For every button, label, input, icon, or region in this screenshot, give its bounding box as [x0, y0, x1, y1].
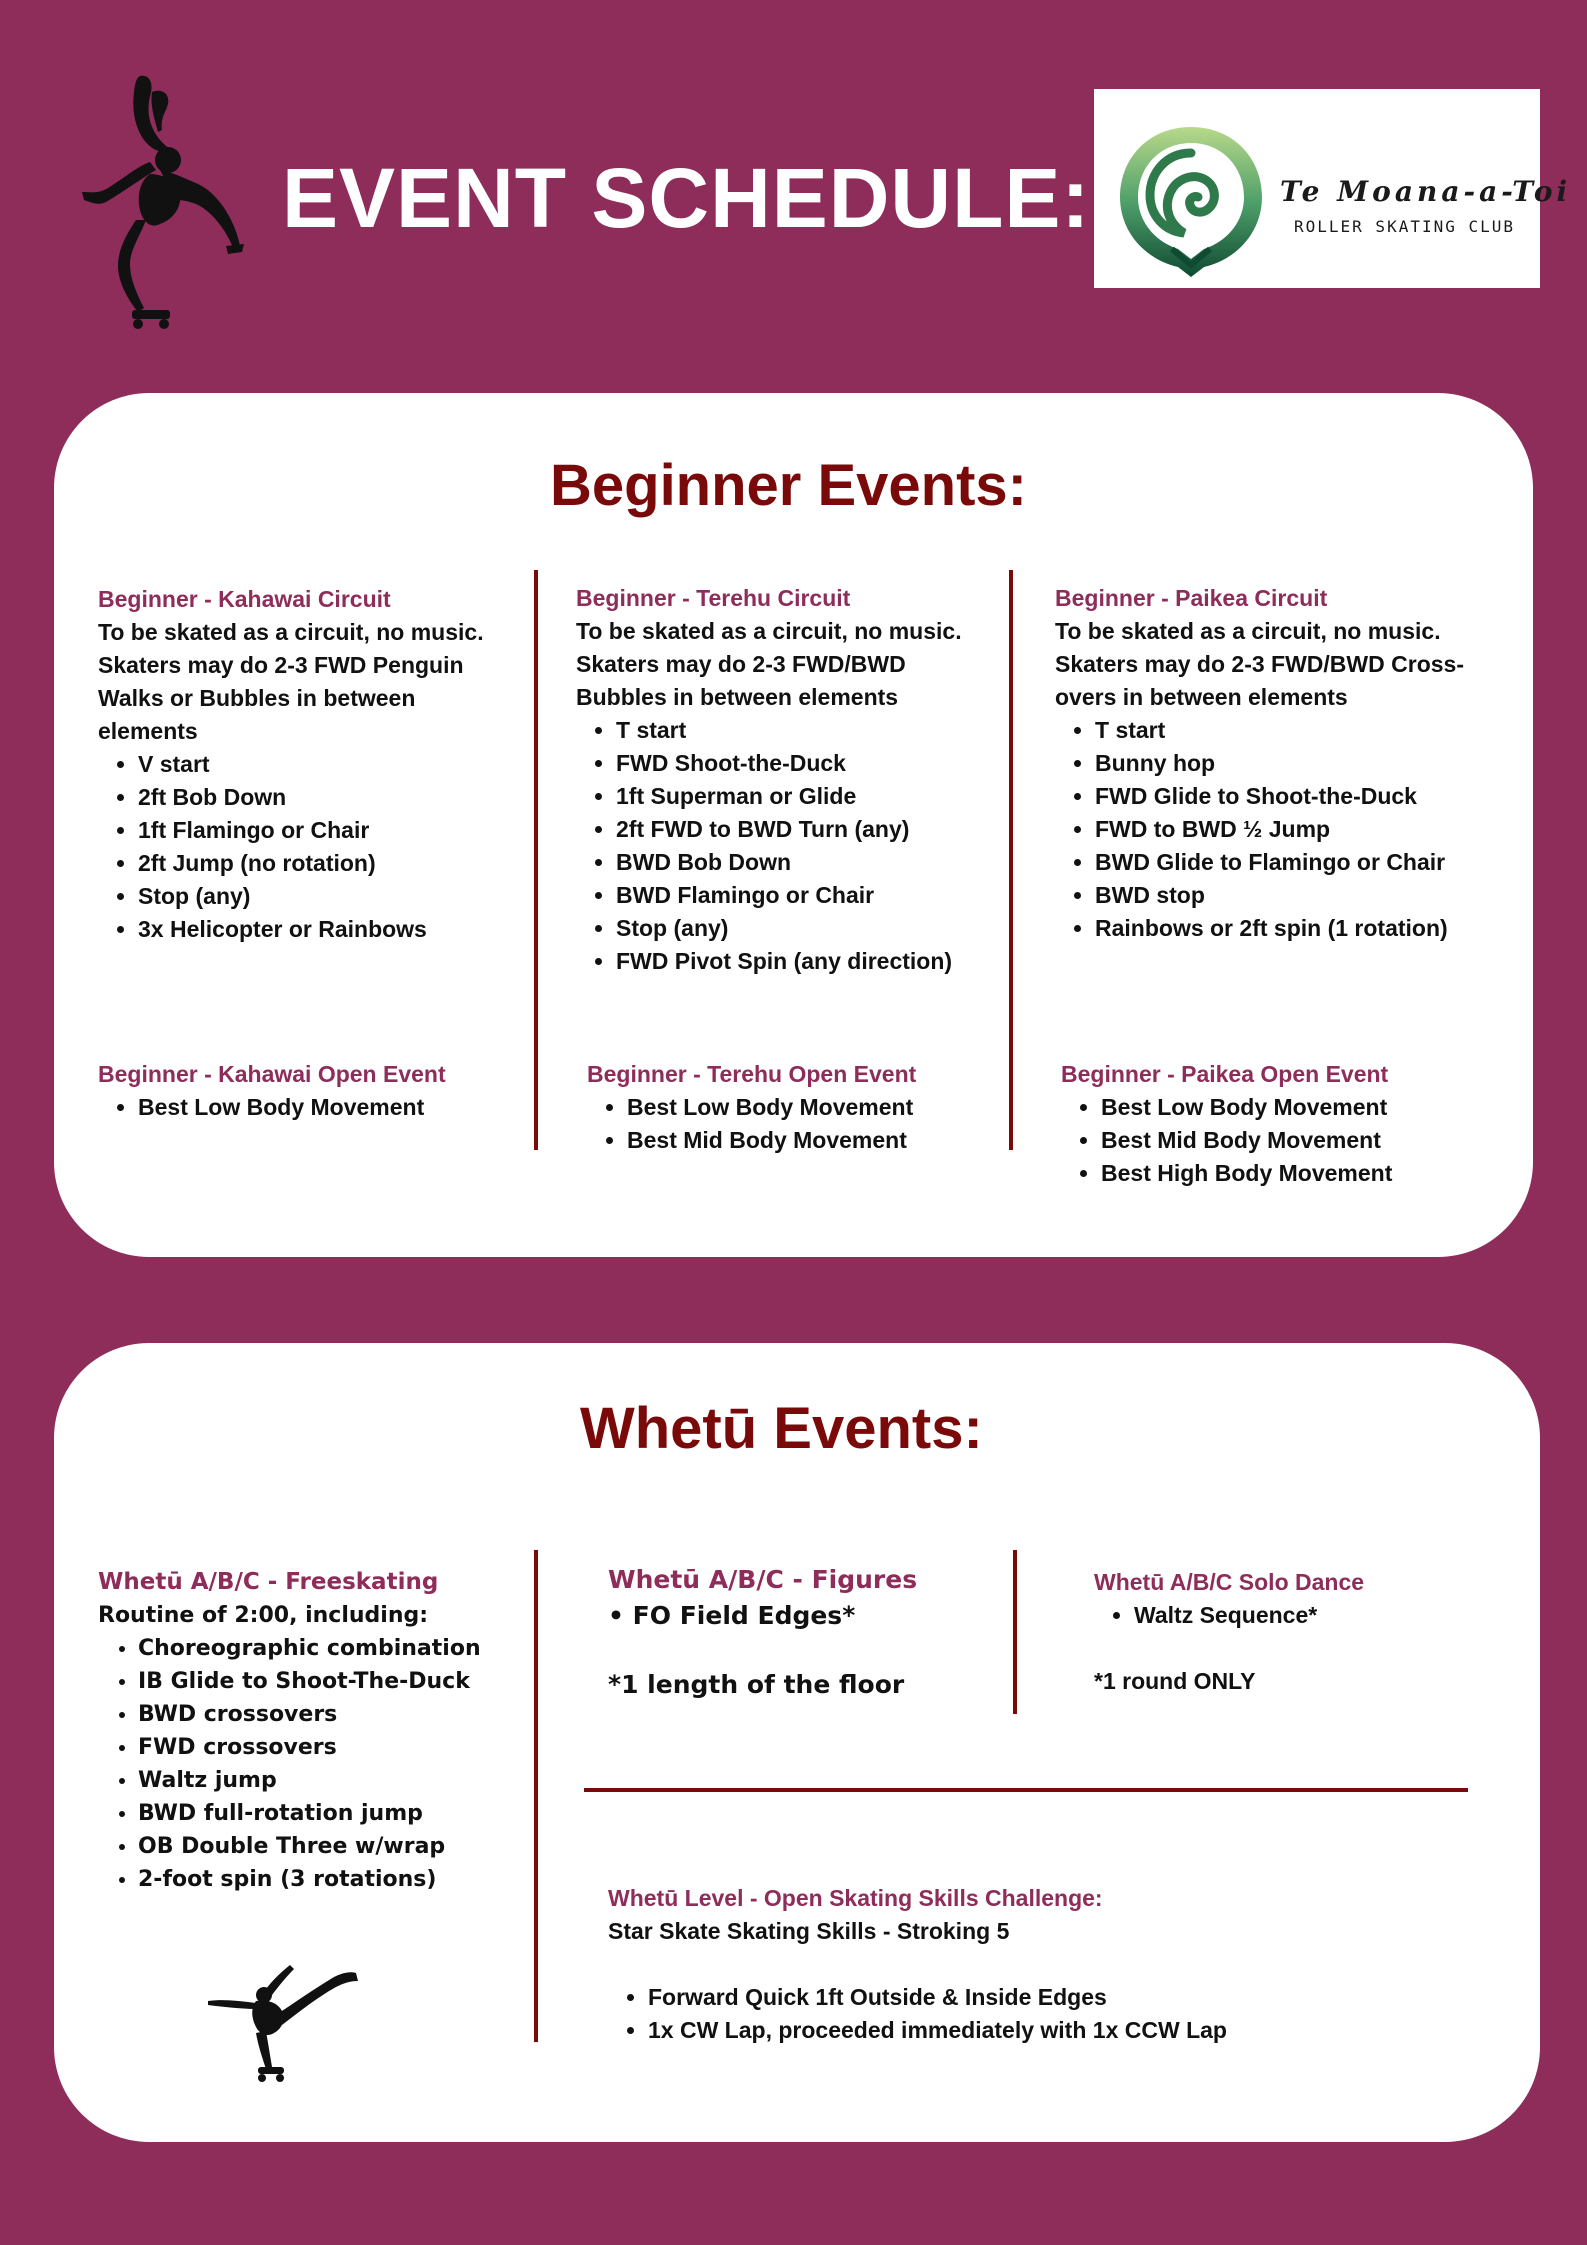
terehu-circuit-heading: Beginner - Terehu Circuit	[576, 585, 851, 611]
skater-silhouette-icon	[80, 74, 244, 330]
list-item: • FWD Pivot Spin (any direction)	[616, 945, 996, 978]
list-item: • T start	[616, 714, 996, 747]
list-item: • FWD Glide to Shoot-the-Duck	[1095, 780, 1495, 813]
list-item: • BWD full-rotation jump	[138, 1797, 518, 1830]
list-item: • Waltz jump	[138, 1764, 518, 1797]
list-item: • Best High Body Movement	[1101, 1157, 1501, 1190]
figures-heading: Whetū A/B/C - Figures	[608, 1565, 918, 1594]
whetu-figures	[608, 1562, 988, 1703]
terehu-open-event	[587, 1058, 1007, 1157]
list-item: • FWD to BWD ½ Jump	[1095, 813, 1495, 846]
figures-item: • FO Field Edges*	[608, 1601, 856, 1630]
paikea-open-heading: Beginner - Paikea Open Event	[1061, 1061, 1389, 1087]
list-item: • 2ft FWD to BWD Turn (any)	[616, 813, 996, 846]
list-item: • Stop (any)	[616, 912, 996, 945]
paikea-open-list	[1061, 1091, 1501, 1190]
column-divider	[1009, 570, 1013, 1150]
paikea-circuit	[1055, 582, 1495, 945]
column-divider	[1013, 1550, 1017, 1714]
list-item: • 3x Helicopter or Rainbows	[138, 913, 518, 946]
list-item: • T start	[1095, 714, 1495, 747]
skater-arabesque-icon	[206, 1963, 360, 2083]
figures-note: *1 length of the floor	[608, 1670, 905, 1699]
koru-logo-icon	[1108, 119, 1274, 279]
whetu-solo-dance	[1094, 1566, 1494, 1698]
list-item: • Best Low Body Movement	[138, 1091, 518, 1124]
terehu-circuit	[576, 582, 996, 978]
whetu-freeskating	[98, 1566, 518, 1896]
solo-dance-heading: Whetū A/B/C Solo Dance	[1094, 1569, 1365, 1595]
terehu-circuit-description: To be skated as a circuit, no music. Skaters may do 2-3 FWD/BWD Bubbles in between elements	[576, 618, 962, 710]
freeskating-description: Routine of 2:00, including:	[98, 1603, 429, 1628]
row-divider	[584, 1788, 1468, 1792]
open-challenge-heading: Whetū Level - Open Skating Skills Challenge:	[608, 1885, 1103, 1911]
list-item: • Choreographic combination	[138, 1632, 518, 1665]
list-item: • Waltz Sequence*	[1134, 1599, 1494, 1632]
paikea-open-event	[1061, 1058, 1501, 1190]
column-divider	[534, 570, 538, 1150]
list-item: • 2ft Jump (no rotation)	[138, 847, 518, 880]
list-item: • BWD Glide to Flamingo or Chair	[1095, 846, 1495, 879]
list-item: • FWD crossovers	[138, 1731, 518, 1764]
beginner-section-title: Beginner Events:	[550, 453, 1027, 518]
spacer	[608, 1634, 988, 1667]
spacer	[608, 1948, 1488, 1981]
list-item: • 2-foot spin (3 rotations)	[138, 1863, 518, 1896]
list-item: • Best Low Body Movement	[627, 1091, 1007, 1124]
kahawai-circuit-heading: Beginner - Kahawai Circuit	[98, 586, 391, 612]
list-item: • 1ft Flamingo or Chair	[138, 814, 518, 847]
list-item: • Stop (any)	[138, 880, 518, 913]
list-item: • Best Low Body Movement	[1101, 1091, 1501, 1124]
list-item: • 1ft Superman or Glide	[616, 780, 996, 813]
logo-subtitle: ROLLER SKATING CLUB	[1294, 217, 1516, 236]
list-item: • FWD Shoot-the-Duck	[616, 747, 996, 780]
open-challenge-list	[608, 1981, 1488, 2047]
solo-dance-list	[1094, 1599, 1494, 1632]
whetu-section-title: Whetū Events:	[580, 1396, 983, 1461]
whetu-open-challenge	[608, 1882, 1488, 2047]
freeskating-list	[98, 1632, 518, 1896]
terehu-open-heading: Beginner - Terehu Open Event	[587, 1061, 917, 1087]
freeskating-heading: Whetū A/B/C - Freeskating	[98, 1569, 439, 1595]
list-item: • BWD crossovers	[138, 1698, 518, 1731]
paikea-circuit-heading: Beginner - Paikea Circuit	[1055, 585, 1328, 611]
list-item: • Forward Quick 1ft Outside & Inside Edges	[648, 1981, 1488, 2014]
page-title: EVENT SCHEDULE:	[282, 151, 1091, 245]
kahawai-open-event	[98, 1058, 518, 1124]
list-item: • OB Double Three w/wrap	[138, 1830, 518, 1863]
terehu-circuit-list	[576, 714, 996, 978]
club-logo	[1094, 89, 1572, 288]
list-item: • BWD Bob Down	[616, 846, 996, 879]
kahawai-circuit-list	[98, 748, 518, 946]
list-item: • V start	[138, 748, 518, 781]
kahawai-circuit	[98, 583, 518, 946]
solo-dance-note: *1 round ONLY	[1094, 1668, 1256, 1694]
list-item: • Bunny hop	[1095, 747, 1495, 780]
spacer	[1094, 1632, 1494, 1665]
terehu-open-list	[587, 1091, 1007, 1157]
kahawai-circuit-description: To be skated as a circuit, no music. Skaters may do 2-3 FWD Penguin Walks or Bubbles in between elements	[98, 619, 484, 744]
column-divider	[534, 1550, 538, 2042]
open-challenge-subheading: Star Skate Skating Skills - Stroking 5	[608, 1918, 1010, 1944]
paikea-circuit-list	[1055, 714, 1495, 945]
list-item: • BWD stop	[1095, 879, 1495, 912]
list-item: • Best Mid Body Movement	[1101, 1124, 1501, 1157]
list-item: • 1x CW Lap, proceeded immediately with 1x CCW Lap	[648, 2014, 1488, 2047]
kahawai-open-list	[98, 1091, 518, 1124]
list-item: • Rainbows or 2ft spin (1 rotation)	[1095, 912, 1495, 945]
paikea-circuit-description: To be skated as a circuit, no music. Skaters may do 2-3 FWD/BWD Cross-overs in between elements	[1055, 618, 1464, 710]
logo-name: Te Moana-a-Toi	[1280, 175, 1572, 208]
list-item: • Best Mid Body Movement	[627, 1124, 1007, 1157]
kahawai-open-heading: Beginner - Kahawai Open Event	[98, 1061, 446, 1087]
list-item: • 2ft Bob Down	[138, 781, 518, 814]
list-item: • IB Glide to Shoot-The-Duck	[138, 1665, 518, 1698]
list-item: • BWD Flamingo or Chair	[616, 879, 996, 912]
